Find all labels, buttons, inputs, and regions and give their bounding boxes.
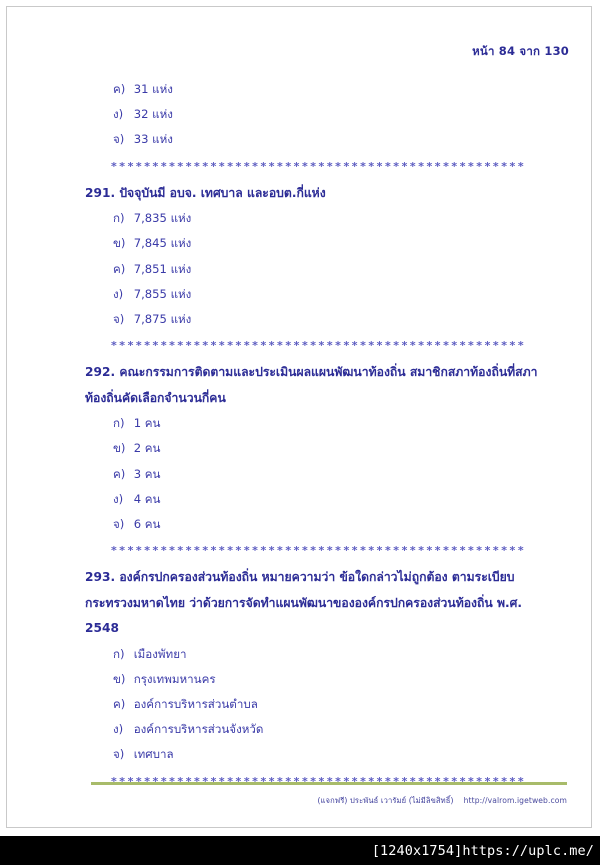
page-content (85, 77, 567, 794)
choice-item (85, 692, 567, 717)
question-line: 2548 (85, 621, 119, 636)
choice-item (85, 742, 567, 767)
choice-item (85, 512, 567, 537)
choice-text: 7,845 แห่ง (133, 236, 192, 251)
choice-label: ก) (113, 211, 125, 226)
choice-label: จ) (113, 311, 125, 326)
choice-item (85, 462, 567, 487)
question-text (85, 565, 567, 642)
choice-text: 2 คน (133, 441, 161, 456)
choice-text: กรุงเทพมหานคร (133, 671, 216, 686)
choice-text: 3 คน (133, 466, 161, 481)
watermark-text (372, 843, 594, 859)
footer-url[interactable]: http://valrom.igetweb.com (463, 796, 567, 805)
choice-label: ข) (113, 236, 126, 251)
choice-item (85, 487, 567, 512)
choice-item (85, 436, 567, 461)
question-block-292 (85, 360, 567, 537)
choice-text: 6 คน (133, 516, 161, 531)
choice-text: 7,855 แห่ง (133, 286, 192, 301)
footer-credit-text: (แจกฟรี) ประพันธ์ เวารัมย์ (ไม่มีลิขสิทธิ์) (317, 796, 454, 805)
choice-item (85, 667, 567, 692)
choice-text: 33 แห่ง (133, 132, 173, 147)
choice-label: ค) (113, 261, 126, 276)
asterisk-separator: ************************************************** (111, 544, 527, 558)
page-inner (7, 7, 591, 827)
question-block-293 (85, 565, 567, 768)
choice-label: จ) (113, 516, 125, 531)
choice-text: 32 แห่ง (133, 107, 173, 122)
page-number-indicator: หน้า 84 จาก 130 (472, 44, 569, 58)
choice-label: ค) (113, 466, 126, 481)
choice-label: ง) (113, 491, 124, 506)
choice-label: ก) (113, 416, 125, 431)
choice-item (85, 206, 567, 231)
choice-text: องค์การบริหารส่วนตำบล (133, 697, 258, 712)
question-line: 292. คณะกรรมการติดตามและประเมินผลแผนพัฒนาท้องถิ่น สมาชิกสภาท้องถิ่นที่สภา (85, 365, 538, 380)
choice-label: ง) (113, 107, 124, 122)
question-block-291 (85, 181, 567, 333)
question-text (85, 360, 567, 411)
choice-label: ก) (113, 646, 125, 661)
choice-item (85, 282, 567, 307)
watermark-url[interactable]: https://uplc.me/ (462, 842, 594, 859)
choice-item (85, 257, 567, 282)
choice-item (85, 127, 567, 152)
document-page (6, 6, 592, 828)
watermark-bar (0, 836, 600, 865)
asterisk-separator: ************************************************** (111, 159, 527, 173)
question-text (85, 181, 567, 207)
choice-item (85, 411, 567, 436)
choice-text: เทศบาล (133, 747, 174, 762)
choice-item (85, 77, 567, 102)
choice-label: ง) (113, 286, 124, 301)
asterisk-separator: ************************************************** (111, 339, 527, 353)
choice-text: 7,835 แห่ง (133, 211, 192, 226)
footer-divider (91, 782, 567, 785)
choice-item (85, 642, 567, 667)
watermark-dimensions: [1240x1754] (371, 842, 463, 859)
question-line: 293. องค์กรปกครองส่วนท้องถิ่น หมายความว่า ข้อใดกล่าวไม่ถูกต้อง ตามระเบียบ (85, 570, 515, 585)
choice-label: ง) (113, 722, 124, 737)
choice-text: 1 คน (133, 416, 161, 431)
continued-choice-list (85, 77, 567, 153)
choice-label: จ) (113, 132, 125, 147)
choice-label: ค) (113, 82, 126, 96)
choice-text: องค์การบริหารส่วนจังหวัด (133, 722, 264, 737)
choice-label: จ) (113, 747, 125, 762)
choice-text: 4 คน (133, 491, 161, 506)
choice-item (85, 307, 567, 332)
choice-item (85, 102, 567, 127)
question-line: 291. ปัจจุบันมี อบจ. เทศบาล และอบต.กี่แห่ง (85, 185, 326, 200)
choice-label: ค) (113, 697, 126, 712)
choice-item (85, 717, 567, 742)
choice-item (85, 231, 567, 256)
choice-text: เมืองพัทยา (133, 646, 187, 661)
choice-label: ข) (113, 441, 126, 456)
choice-text: 7,875 แห่ง (133, 311, 192, 326)
choice-text: 31 แห่ง (133, 82, 173, 96)
choice-label: ข) (113, 671, 126, 686)
choice-text: 7,851 แห่ง (133, 261, 192, 276)
question-line: ท้องถิ่นคัดเลือกจำนวนกี่คน (85, 390, 226, 405)
footer-credit (317, 795, 567, 807)
question-line: กระทรวงมหาดไทย ว่าด้วยการจัดทำแผนพัฒนาขององค์กรปกครองส่วนท้องถิ่น พ.ศ. (85, 595, 522, 610)
